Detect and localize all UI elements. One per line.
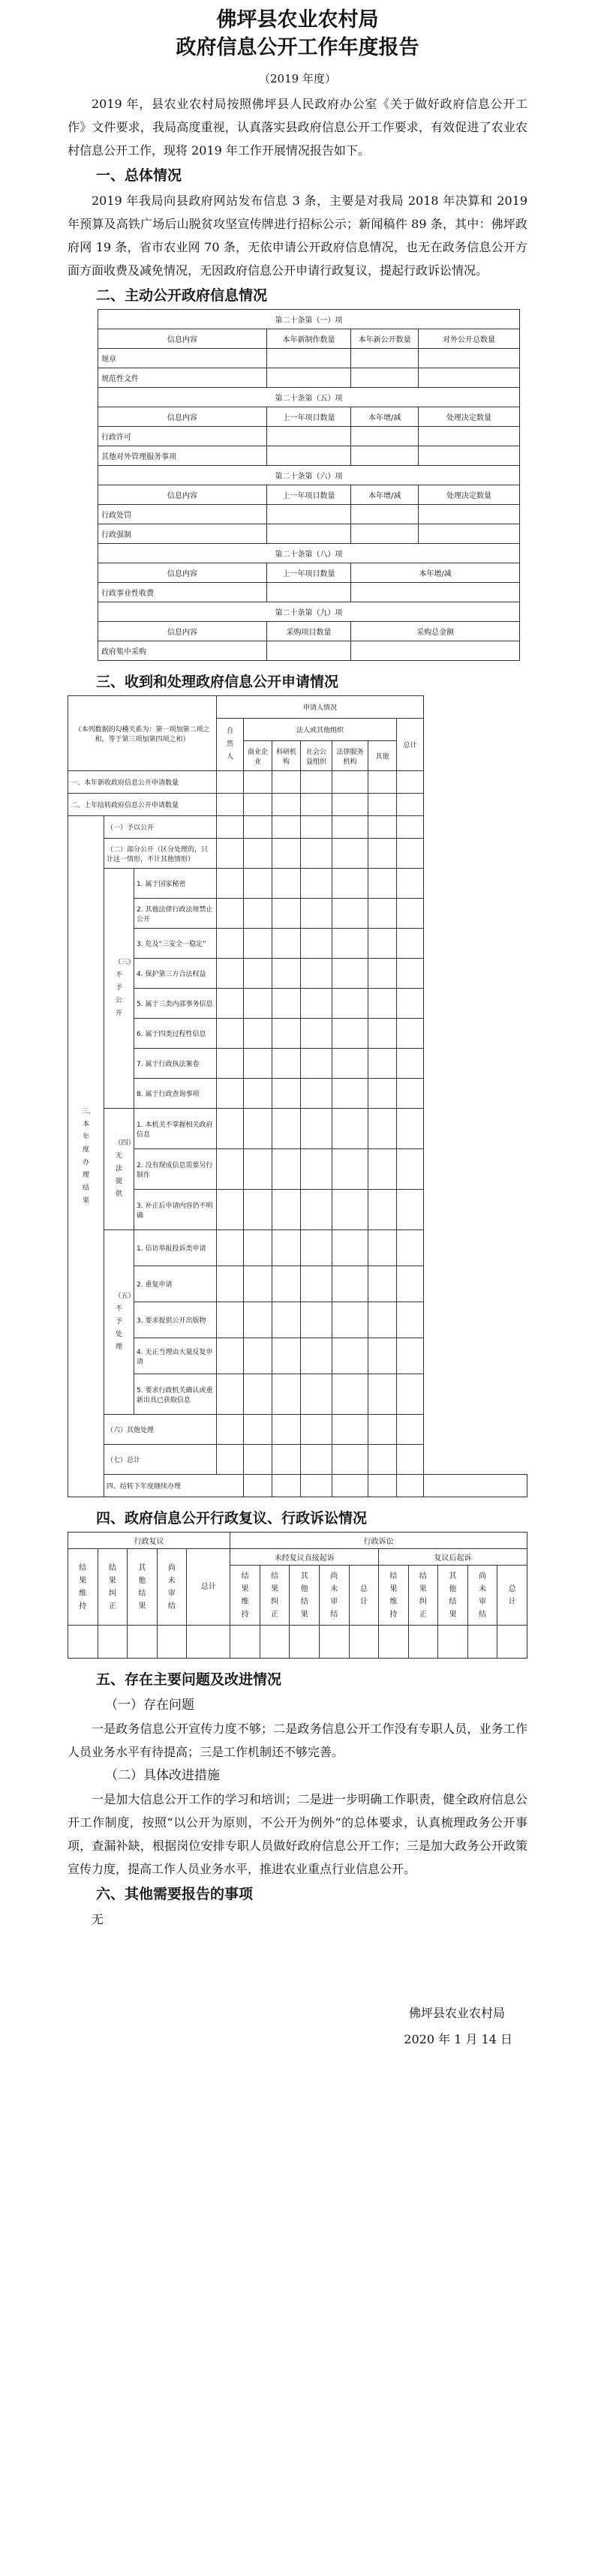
col-header: 上一年项目数量 (266, 407, 350, 427)
row-label: 规章 (98, 349, 267, 368)
row-label: 行政许可 (98, 427, 267, 446)
col-header: 总计 (349, 1566, 379, 1626)
section-2-title: 二、主动公开政府信息情况 (96, 287, 268, 304)
col-header: 结果维持 (68, 1549, 98, 1626)
col-header: 本年新制作数量 (266, 329, 350, 349)
section-1-title: 一、总体情况 (96, 167, 182, 184)
section-5-body1: 一是政务信息公开宣传力度不够；二是政务信息公开工作没有专职人员，业务工作人员业务水平有待提高；三是工作机制还不够完善。 (68, 1722, 527, 1759)
legal-entity-header: 法人或其他组织 (244, 719, 397, 741)
col-header: 信息内容 (98, 407, 267, 427)
result-group-label: 三、本年度办理结果 (68, 816, 104, 1497)
col-header: 商业企业 (244, 741, 272, 771)
row-label: 4. 保护第三方合法权益 (134, 959, 217, 989)
section-1-body: 2019 年我局向县政府网站发布信息 3 条，主要是对我局 2018 年决算和 2019 年预算及高铁广场后山脱贫攻坚宣传牌进行招标公示；新闻稿件 89 条，其中：佛坪政府网 19 条，省市农业网 70 条，无依申请公开政府信息情况，也无在政务信息公开方面方面收费及减免情况，无因政府信息公开申请行政复议，提起行政诉讼情况。 (68, 194, 527, 278)
report-title-org: 佛坪县农业农村局 (216, 8, 379, 32)
row-label: 3. 要求提供公开出版物 (134, 1302, 217, 1338)
row-label: 4. 无正当理由大量反复申请 (134, 1338, 217, 1374)
col-header: 其他结果 (128, 1549, 158, 1626)
signoff-date: 2020 年 1 月 14 日 (404, 2032, 512, 2046)
col-header: 信息内容 (98, 563, 267, 583)
row-label: 一、本年新收政府信息公开申请数量 (68, 771, 217, 794)
row-label: 二、上年结转政府信息公开申请数量 (68, 794, 217, 816)
row-label: （七）总计 (104, 1445, 217, 1475)
col-header: 尚未审结 (320, 1566, 350, 1626)
col-header: 科研机构 (272, 741, 301, 771)
col-header: 采购项目数量 (266, 622, 350, 641)
col-header: 法律服务机构 (332, 741, 368, 771)
litigation-header: 行政诉讼 (230, 1533, 527, 1549)
col-header: 信息内容 (98, 329, 267, 349)
section-5-title: 五、存在主要问题及改进情况 (96, 1671, 282, 1688)
section-6-body: 无 (92, 1912, 104, 1926)
col-header: 本年增/减 (351, 563, 520, 583)
col-header: 结果纠正 (260, 1566, 290, 1626)
section-5-sub2: （二）具体改进措施 (105, 1768, 220, 1783)
row-label: 5. 属于三类内部事务信息 (134, 989, 217, 1019)
row-label: 1. 属于国家秘密 (134, 869, 217, 899)
row-label: 3. 危及“三安全一稳定” (134, 929, 217, 959)
section-3-title: 三、收到和处理政府信息公开申请情况 (96, 674, 339, 690)
after-review-header: 复议后起诉 (379, 1549, 527, 1566)
applicant-header: 申请人情况 (217, 696, 424, 719)
review-header: 行政复议 (68, 1533, 230, 1549)
col-header: 采购总金额 (351, 622, 520, 641)
natural-person-header: 自然人 (217, 719, 244, 771)
application-handling-table (68, 695, 527, 1497)
col-header: 尚未审结 (157, 1549, 187, 1626)
section-5-sub1: （一）存在问题 (105, 1698, 194, 1713)
col-header: 本年增/减 (351, 485, 419, 505)
row-label: 8. 属于行政查询事项 (134, 1079, 217, 1109)
subgroup-label: （五）不予处理 (104, 1230, 134, 1415)
section-6-title: 六、其他需要报告的事项 (96, 1886, 254, 1902)
corner-header: （本列数据的勾稽关系为：第一项加第二项之和，等于第三项加第四项之和） (68, 696, 217, 771)
col-header: 其他 (368, 741, 397, 771)
row-label: 其他对外管理服务事项 (98, 446, 267, 466)
col-header: 处理决定数量 (419, 407, 520, 427)
row-label: 行政事业性收费 (98, 583, 267, 602)
row-label: 1. 信访举报投诉类申请 (134, 1230, 217, 1266)
row-label: 行政处罚 (98, 505, 267, 524)
row-label: 6. 属于四类过程性信息 (134, 1019, 217, 1049)
subgroup-label: （四）无法提供 (104, 1109, 134, 1230)
col-header: 结果维持 (379, 1566, 409, 1626)
row-label: 1. 本机关不掌握相关政府信息 (134, 1109, 217, 1149)
group-header: 第二十条第（六）项 (98, 466, 520, 485)
col-header: 信息内容 (98, 622, 267, 641)
col-header: 其他结果 (438, 1566, 468, 1626)
intro-paragraph: 2019 年，县农业农村局按照佛坪县人民政府办公室《关于做好政府信息公开工作》文件要求，我局高度重视，认真落实县政府信息公开工作要求，有效促进了农业农村信息公开工作，现将 2019 年工作开展情况报告如下。 (68, 97, 527, 158)
no-review-header: 未经复议直接起诉 (230, 1549, 379, 1566)
subgroup-label: （三）不予公开 (104, 869, 134, 1109)
col-header: 其他结果 (290, 1566, 320, 1626)
row-label: 2. 其他法律行政法规禁止公开 (134, 899, 217, 929)
col-header: 上一年项目数量 (266, 485, 350, 505)
row-label: （一）予以公开 (104, 816, 217, 839)
row-label: 政府集中采购 (98, 641, 267, 661)
group-header: 第二十条第（八）项 (98, 544, 520, 563)
col-header: 信息内容 (98, 485, 267, 505)
row-label: 5. 要求行政机关确认或重新出具已获取信息 (134, 1374, 217, 1415)
group-header: 第二十条第（五）项 (98, 388, 520, 407)
col-header: 结果纠正 (408, 1566, 438, 1626)
report-year: （2019 年度） (259, 72, 336, 86)
section-5-body2: 一是加大信息公开工作的学习和培训；二是进一步明确工作职责，健全政府信息公开工作制度，按照“以公开为原则，不公开为例外”的总体要求，认真梳理政务公开事项，查漏补缺，根据岗位安排专职人员做好政府信息公开工作；三是加大政务公开政策宣传力度，提高工作人员业务水平，推进农业重点行业信息公开。 (68, 1792, 527, 1876)
row-label: 3. 补正后申请内容仍不明确 (134, 1190, 217, 1230)
col-header: 本年新公开数量 (351, 329, 419, 349)
col-header: 尚未审结 (467, 1566, 497, 1626)
col-header: 社会公益组织 (301, 741, 332, 771)
col-header: 处理决定数量 (419, 485, 520, 505)
review-litigation-table (68, 1532, 527, 1659)
row-label: （二）部分公开（区分处理的，只计这一情形，不计其他情形） (104, 839, 217, 869)
section-4-title: 四、政府信息公开行政复议、行政诉讼情况 (96, 1510, 368, 1527)
row-label: 行政强制 (98, 524, 267, 544)
signoff-org: 佛坪县农业农村局 (408, 2006, 505, 2020)
col-header: 本年增/减 (351, 407, 419, 427)
report-title: 政府信息公开工作年度报告 (176, 36, 419, 59)
row-label: 四、结转下年度继续办理 (104, 1475, 244, 1497)
row-label: （六）其他处理 (104, 1415, 217, 1445)
group-header: 第二十条第（九）项 (98, 602, 520, 622)
col-header: 结果纠正 (98, 1549, 128, 1626)
proactive-disclosure-table (98, 309, 520, 661)
total-header: 总计 (397, 719, 424, 771)
col-header: 对外公开总数量 (419, 329, 520, 349)
col-header: 总计 (187, 1549, 230, 1626)
row-label: 2. 没有现成信息需要另行制作 (134, 1149, 217, 1190)
group-header: 第二十条第（一）项 (98, 310, 520, 329)
row-label: 规范性文件 (98, 368, 267, 388)
col-header: 上一年项目数量 (266, 563, 350, 583)
row-label: 2. 重复申请 (134, 1266, 217, 1302)
col-header: 总计 (497, 1566, 527, 1626)
col-header: 结果维持 (230, 1566, 260, 1626)
row-label: 7. 属于行政执法案卷 (134, 1049, 217, 1079)
